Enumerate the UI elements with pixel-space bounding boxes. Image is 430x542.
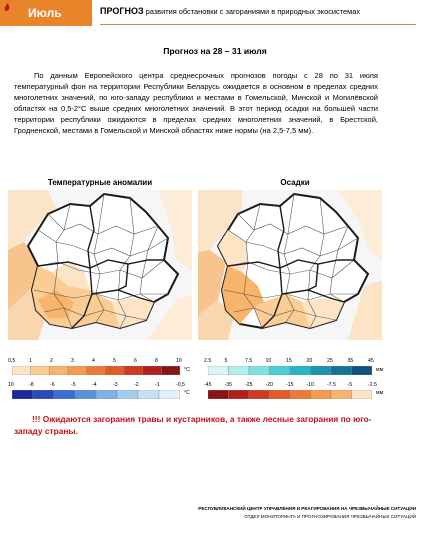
precipitation-dry-labels: [204, 382, 377, 390]
precipitation-wet-labels: [204, 358, 374, 366]
temperature-anomaly-map: [8, 190, 192, 340]
temp-cold-swatch-3: [75, 390, 96, 399]
precip-dry-label-4: -15: [286, 382, 294, 388]
temp-cold-label-0: 10: [8, 382, 14, 388]
temp-warm-label-4: 4: [92, 358, 95, 364]
precipitation-map: [198, 190, 382, 340]
header-divider: [100, 24, 416, 25]
temp-cold-label-1: -8: [29, 382, 34, 388]
temperature-cold-scale: [12, 390, 180, 399]
precipitation-map-title: Осадки: [280, 178, 310, 187]
precip-wet-swatch-3: [270, 366, 291, 375]
temp-cold-label-8: -0,5: [176, 382, 185, 388]
temp-cold-swatch-0: [12, 390, 33, 399]
precip-wet-label-6: 25: [327, 358, 333, 364]
temperature-legend: [8, 358, 192, 404]
temp-warm-label-7: 8: [155, 358, 158, 364]
temp-cold-label-2: -6: [50, 382, 55, 388]
precip-dry-swatch-6: [331, 390, 352, 399]
temp-warm-swatch-5: [105, 366, 124, 375]
precip-wet-label-5: 20: [306, 358, 313, 364]
header-title: [100, 6, 360, 16]
precip-dry-label-3: -20: [265, 382, 273, 388]
temp-warm-swatch-2: [49, 366, 68, 375]
temp-cold-swatch-7: [159, 390, 180, 399]
precip-dry-swatch-1: [229, 390, 250, 399]
footer-organization: РЕСПУБЛИКАНСКИЙ ЦЕНТР УПРАВЛЕНИЯ И РЕАГИРОВАНИЯ НА ЧРЕЗВЫЧАЙНЫЕ СИТУАЦИИ: [198, 506, 416, 511]
precip-wet-label-8: 45: [368, 358, 374, 364]
footer-department: ОТДЕЛ МОНИТОРИНГА И ПРОГНОЗИРОВАНИЯ ЧРЕЗВЫЧАЙНЫХ СИТУАЦИЙ: [244, 514, 416, 519]
precip-dry-swatch-3: [270, 390, 291, 399]
precip-dry-swatch-2: [249, 390, 270, 399]
temp-cold-swatch-1: [33, 390, 54, 399]
precip-wet-label-7: 35: [347, 358, 354, 364]
header-title-bold: ПРОГНОЗ: [100, 6, 144, 16]
temperature-unit: °C: [184, 367, 190, 373]
temp-warm-label-2: 2: [50, 358, 53, 364]
precip-wet-label-3: 10: [265, 358, 272, 364]
temp-cold-label-7: -1: [155, 382, 160, 388]
precip-wet-swatch-1: [229, 366, 250, 375]
temp-warm-label-3: 3: [71, 358, 74, 364]
temp-cold-swatch-2: [54, 390, 75, 399]
temperature-warm-labels: [8, 358, 182, 366]
temp-warm-swatch-4: [87, 366, 106, 375]
precip-dry-label-6: -7.5: [327, 382, 336, 388]
precip-wet-swatch-5: [311, 366, 332, 375]
month-label: Июль: [28, 6, 62, 20]
month-tab: [0, 0, 92, 26]
temp-warm-swatch-7: [143, 366, 162, 375]
precip-wet-label-0: 2.5: [204, 358, 212, 364]
precip-dry-label-8: -2.5: [368, 382, 377, 388]
precip-dry-label-7: -5: [347, 382, 353, 388]
precip-dry-label-2: -25: [245, 382, 253, 388]
temp-warm-swatch-3: [68, 366, 87, 375]
precip-dry-label-5: -10: [306, 382, 314, 388]
precip-wet-label-1: 5: [224, 358, 228, 364]
precip-dry-label-0: -45: [204, 382, 212, 388]
temperature-warm-scale: [12, 366, 180, 375]
precip-wet-swatch-6: [331, 366, 352, 375]
precip-wet-swatch-0: [208, 366, 229, 375]
temperature-map-title: Температурные аномалии: [47, 178, 153, 187]
forecast-title: Прогноз на 28 – 31 июля: [163, 46, 267, 56]
fire-icon: [2, 2, 12, 12]
temperature-cold-labels: [8, 382, 185, 390]
precip-dry-swatch-7: [352, 390, 373, 399]
temperature-unit-cold: °C: [184, 390, 190, 396]
fire-warning: !!! Ожидаются загорания травы и кустарников, а также лесные загорания по юго-западу страны.: [14, 414, 372, 436]
precip-dry-swatch-5: [311, 390, 332, 399]
temp-warm-swatch-0: [12, 366, 31, 375]
temp-cold-label-5: -3: [113, 382, 118, 388]
precip-dry-label-1: -35: [224, 382, 232, 388]
precipitation-dry-scale: [208, 390, 372, 399]
precipitation-legend: [204, 358, 398, 404]
precip-wet-label-4: 15: [286, 358, 292, 364]
temp-cold-swatch-6: [138, 390, 159, 399]
temp-cold-label-6: -2: [134, 382, 139, 388]
forecast-paragraph: По данным Европейского центра среднесрочных прогнозов погоды с 28 по 31 июля температурный фон на территории Республики Беларусь ожидается в основном в пределах средних многолетних значений, по юго-западу республики и местами в Гомельской, Минской и Могилёвской областях на 0,5-2°C выше средних многолетних значений. В этот период осадки на большей части территории республики ожидаются в пределах средних многолетних значений, в Брестской, Гродненской, местами в Гомельской и Минской областях ниже нормы (на 2,5-7,5 мм).: [14, 71, 378, 135]
temp-cold-swatch-5: [117, 390, 138, 399]
precipitation-unit: мм: [376, 367, 384, 373]
temp-warm-swatch-8: [161, 366, 180, 375]
header-title-rest: развития обстановки с загораниями в природных экосистемах: [143, 7, 361, 16]
precip-wet-label-2: 7.5: [245, 358, 253, 364]
temp-cold-label-3: -5: [71, 382, 76, 388]
precipitation-wet-scale: [208, 366, 372, 375]
temp-warm-label-6: 6: [134, 358, 137, 364]
precip-wet-swatch-4: [290, 366, 311, 375]
temp-warm-label-8: 10: [176, 358, 182, 364]
temp-warm-label-0: 0,5: [8, 358, 16, 364]
precip-wet-swatch-2: [249, 366, 270, 375]
temp-warm-label-1: 1: [29, 358, 32, 364]
precip-dry-swatch-4: [290, 390, 311, 399]
precip-wet-swatch-7: [352, 366, 373, 375]
temp-warm-swatch-6: [124, 366, 143, 375]
temp-cold-swatch-4: [96, 390, 117, 399]
temp-cold-label-4: -4: [92, 382, 97, 388]
precipitation-unit-dry: мм: [376, 390, 384, 396]
temp-warm-label-5: 5: [113, 358, 116, 364]
temp-warm-swatch-1: [31, 366, 50, 375]
precip-dry-swatch-0: [208, 390, 229, 399]
